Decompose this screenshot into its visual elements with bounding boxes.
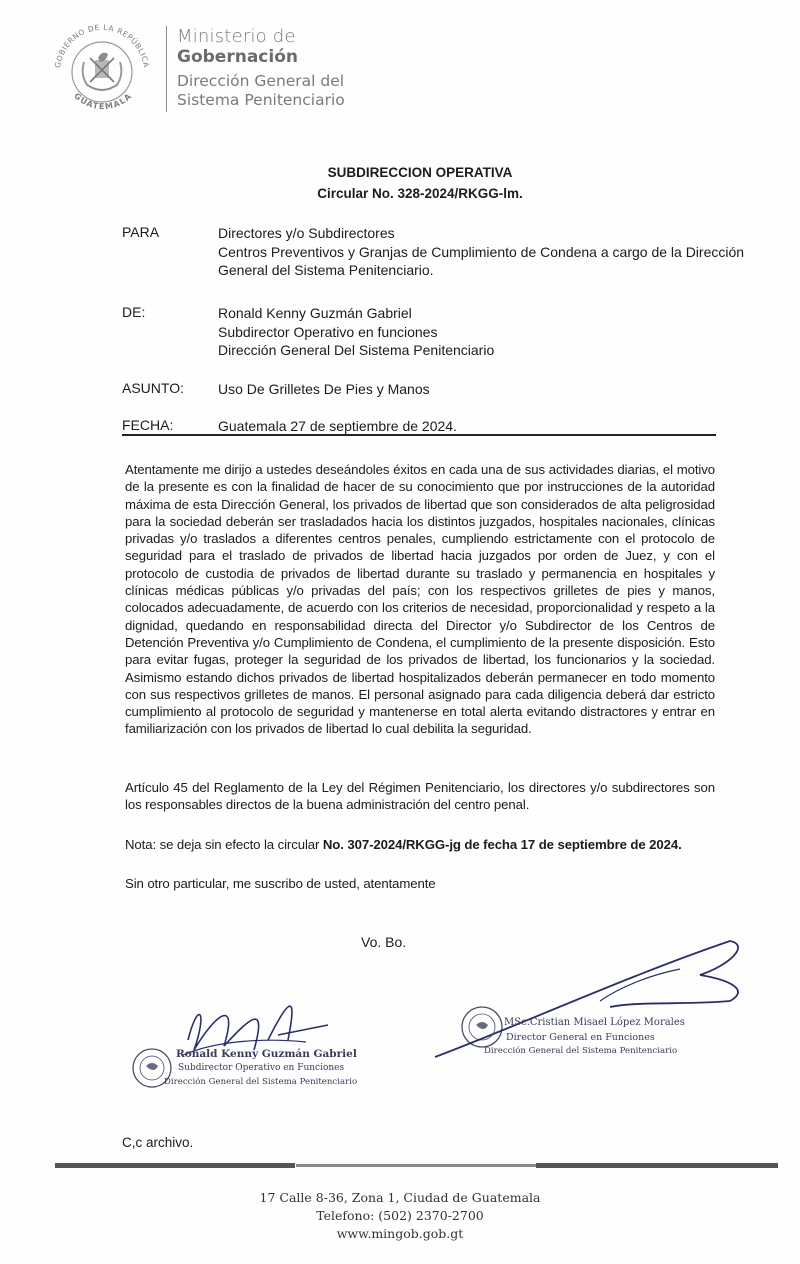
asunto-label: ASUNTO: bbox=[122, 380, 184, 396]
left-signer-name: Ronald Kenny Guzmán Gabriel bbox=[176, 1048, 357, 1060]
note-prefix: Nota: se deja sin efecto la circular bbox=[125, 837, 323, 852]
para-recipients bbox=[218, 224, 744, 280]
letterhead-direction-line2: Sistema Penitenciario bbox=[177, 91, 345, 109]
de-label: DE: bbox=[122, 304, 146, 320]
footer-rule-right bbox=[536, 1163, 778, 1168]
note-circular-reference: No. 307-2024/RKGG-jg de fecha 17 de septiembre de 2024. bbox=[322, 837, 682, 852]
letterhead-divider bbox=[166, 26, 167, 112]
para-line: Centros Preventivos y Granjas de Cumplimiento de Condena a cargo de la Dirección bbox=[218, 243, 745, 260]
footer-rule-left bbox=[55, 1163, 295, 1168]
header-rule bbox=[122, 434, 716, 436]
right-signer-title: Director General en Funciones bbox=[506, 1032, 655, 1043]
circular-number: Circular No. 328-2024/RKGG-lm. bbox=[317, 186, 523, 201]
body-closing: Sin otro particular, me suscribo de usted, atentamente bbox=[125, 876, 436, 891]
para-label: PARA bbox=[122, 224, 160, 240]
footer-website[interactable]: www.mingob.gob.gt bbox=[336, 1226, 464, 1241]
body-paragraph-main: Atentamente me dirijo a ustedes deseándoles éxitos en cada una de sus actividades diarias, el motivo de la presente es con la finalidad de hacer de su conocimiento que por instrucciones de la autoridad máxima de esta Dirección General, los privados de libertad que son considerados de alta peligrosidad para la sociedad deberán ser trasladados hacia los distintos juzgados, hospitales nacionales, clínicas privadas y/o traslados a diferentes centros penales, cumpliendo estrictamente con el protocolo de seguridad para el traslado de privados de libertad hacia juzgados por orden de Juez, y con el protocolo de custodia de privados de libertad durante su traslado y permanencia en hospitales y clínicas médicas públicas y/o privadas del país; con los respectivos grilletes de pies y manos, colocados adecuadamente, de acuerdo con los criterios de necesidad, proporcionalidad y respeto a la dignidad, quedando en responsabilidad directa del Director y/o Subdirector de los Centros de Detención Preventiva y/o Cumplimiento de Condena, el cumplimiento de la presente disposición. Esto para evitar fugas, proteger la seguridad de los privados de libertad, los funcionarios y la sociedad. Asimismo estando dichos privados de libertad hospitalizados deberán permanecer en todo momento con sus respectivos grilletes de manos. El personal asignado para cada diligencia deberá dar estricto cumplimiento al protocolo de seguridad y mantenerse en total alerta evitando distractores y entrar en familiarización con los privados de libertad lo cual debilita la seguridad. bbox=[125, 462, 715, 737]
footer-phone: Telefono: (502) 2370-2700 bbox=[316, 1208, 484, 1223]
body-paragraph-article: Artículo 45 del Reglamento de la Ley del Régimen Penitenciario, los directores y/o subdirectores son los responsables directos de la buena administración del centro penal. bbox=[125, 780, 715, 813]
de-line: Dirección General Del Sistema Penitenciario bbox=[218, 342, 495, 358]
de-line: Subdirector Operativo en funciones bbox=[218, 323, 438, 340]
footer-rule-center bbox=[296, 1164, 536, 1167]
body-paragraph-note bbox=[125, 836, 715, 853]
right-signer-name: MSc.Cristian Misael López Morales bbox=[504, 1017, 685, 1028]
letterhead-direction-line1: Dirección General del bbox=[177, 72, 345, 90]
seal-top-text: GOBIERNO DE LA REPÚBLICA bbox=[53, 22, 151, 69]
seal-bottom-text: GUATEMALA bbox=[72, 91, 134, 112]
letterhead-ministry-line2: Gobernación bbox=[177, 47, 298, 67]
para-line: General del Sistema Penitenciario. bbox=[218, 262, 434, 278]
de-sender bbox=[218, 304, 494, 360]
right-signer-org: Dirección General del Sistema Penitenciario bbox=[484, 1046, 678, 1056]
svg-text:GUATEMALA bbox=[72, 91, 134, 111]
de-line: Ronald Kenny Guzmán Gabriel bbox=[218, 305, 412, 321]
footer-address: 17 Calle 8-36, Zona 1, Ciudad de Guatemala bbox=[259, 1190, 541, 1205]
guatemala-coat-of-arms-seal bbox=[46, 22, 158, 114]
vobo-label: Vo. Bo. bbox=[361, 934, 407, 950]
office-title: SUBDIRECCION OPERATIVA bbox=[327, 165, 513, 180]
letterhead-ministry-line1: Ministerio de bbox=[177, 26, 296, 47]
fecha-value: Guatemala 27 de septiembre de 2024. bbox=[218, 418, 457, 434]
asunto-value: Uso De Grilletes De Pies y Manos bbox=[218, 381, 430, 397]
left-signer-title: Subdirector Operativo en Funciones bbox=[178, 1063, 345, 1073]
cc-archive: C,c archivo. bbox=[122, 1135, 194, 1150]
left-signer-org: Dirección General del Sistema Penitenciario bbox=[164, 1077, 358, 1087]
para-line: Directores y/o Subdirectores bbox=[218, 225, 395, 241]
fecha-label: FECHA: bbox=[122, 417, 174, 433]
